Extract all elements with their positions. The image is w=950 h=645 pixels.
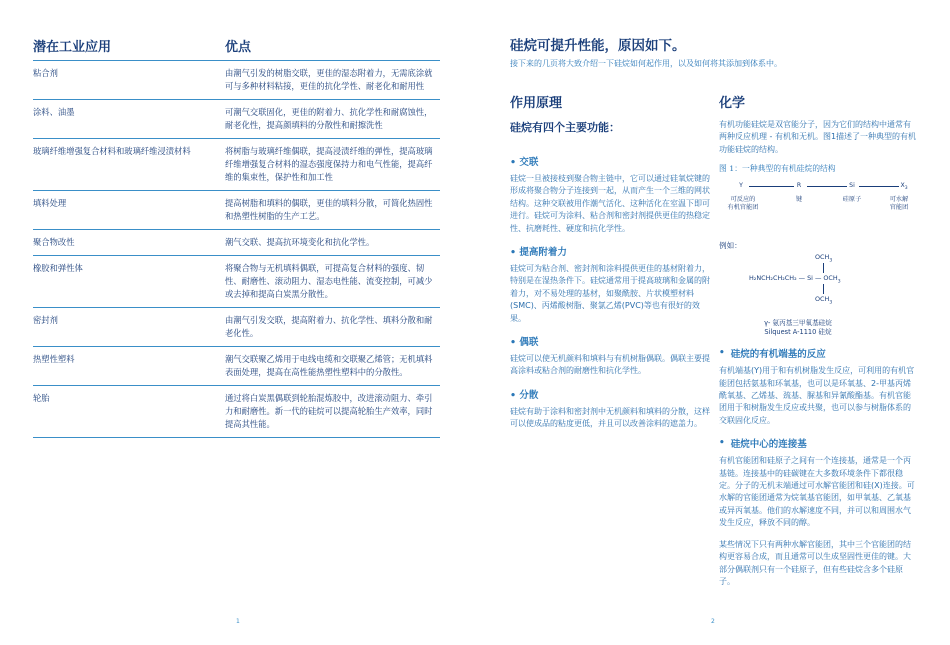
application-cell: 密封剂 [33,315,58,325]
diagram-bond-line [859,186,899,187]
bullet-icon: • [719,348,725,359]
table-row [33,256,440,308]
page-title: 硅烷可提升性能，原因如下。 [510,38,686,54]
structure-bond-top [823,263,824,273]
structure-caption [679,319,917,337]
application-cell: 热塑性塑料 [33,354,75,364]
table-row [33,347,440,386]
function-heading: • 交联 [510,157,539,168]
intro-text: 接下来的几页将大致介绍一下硅烷如何起作用，以及如何将其添加到体系中。 [510,59,782,68]
function-text: 硅烷有助于涂料和密封剂中无机颜料和填料的分散，这样可以使成品的粘度更低，并且可以改善涂料的遮盖力。 [510,406,710,429]
structure-chain: H₂NCH₂CH₂CH₂ — Si — $OCH_3$ [749,274,841,285]
silane-structure-diagram [719,180,915,238]
function-text: 硅烷一旦被接枝到聚合物主链中，它可以通过硅氧烷键的形成将聚合物分子连接到一起，从而产生一个三维的网状结构。这种交联被用作潮气活化、这种活化在室温下即可进行。硅烷可为涂料、粘合剂和密封剂提供更佳的热稳定性、抗磨耗性、硬度和抗化学性。 [510,174,710,233]
table-row [33,191,440,230]
structure-bond-bottom [823,284,824,294]
application-cell: 玻璃纤维增强复合材料和玻璃纤维浸渍材料 [33,146,191,156]
diagram-si: Si [849,182,855,190]
application-cell: 橡胶和弹性体 [33,263,83,273]
mechanism-heading: 作用原理 [510,96,563,111]
table-row [33,308,440,347]
table-row [33,386,440,438]
section-spacer [719,530,917,539]
label-silicon-atom: 硅原子 [842,196,862,204]
label-bond: 键 [795,196,803,204]
function-heading: • 提高附着力 [510,247,567,259]
example-label: 例如： [719,241,742,251]
header-applications: 潜在工业应用 [33,40,112,55]
benefit-cell: 通过将白炭黑偶联到轮胎混炼胶中，改进滚动阻力、牵引力和耐磨性。新一代的硅烷可以提高轮胎生产效率，同时提高其性能。 [225,393,433,429]
figure-title: 图 1：一种典型的有机硅烷的结构 [719,164,836,174]
structure-top-group: $OCH_3$ [815,253,833,264]
benefit-cell: 提高树脂和填料的偶联，更佳的填料分散，可简化热固性和热塑性树脂的生产工艺。 [225,198,433,221]
table-row [33,100,440,139]
aminopropyl-silane-structure [719,251,915,319]
page-number: 2 [711,618,715,625]
chemistry-sections [719,346,917,588]
label-reactive-group: 可反应的 有机官能团 [727,196,759,212]
functions-subheading: 硅烷有四个主要功能： [510,121,620,134]
application-cell: 粘合剂 [33,68,58,78]
function-sections [510,154,710,431]
application-cell: 涂料、油墨 [33,107,75,117]
application-cell: 轮胎 [33,393,50,403]
chemistry-column [719,92,917,588]
diagram-x: $X_3$ [900,182,908,192]
function-heading: • 偶联 [510,337,539,349]
benefit-cell: 由潮气引发的树脂交联，更佳的湿态附着力，无需底涂就可与多种材料粘接，更佳的抗化学性、耐老化和耐用性 [225,68,433,91]
chemistry-section-text: 某些情况下只有两种水解官能团，其中三个官能团的结构更容易合成，而且通常可以生成坚固性更佳的键。大部分偶联剂只有一个硅原子，但有些硅烷含多个硅原子。 [719,539,911,586]
function-heading: • 分散 [510,389,539,401]
chemistry-section-heading [719,346,917,360]
benefit-cell: 将树脂与玻璃纤维偶联，提高浸渍纤维的弹性，提高玻璃纤维增强复合材料的湿态强度保持力和电气性能，提高纤维的集束性，保护性和加工性 [225,146,433,182]
benefit-cell: 潮气交联、提高抗环境变化和抗化学性。 [225,237,375,247]
header-benefits: 优点 [225,40,252,55]
benefit-cell: 可潮气交联固化，更佳的附着力、抗化学性和耐腐蚀性，耐老化性，提高颜填料的分散性和耐擦洗性 [225,107,433,130]
diagram-bond-line [749,186,794,187]
chemistry-section-text: 有机端基(Y)用于和有机树脂发生反应，可利用的有机官能团包括氨基和环氧基，也可以是环氧基、2-甲基丙烯酰氧基、乙烯基、巯基、脲基和异氰酸酯基。有机官能团用于和树脂发生反应或共聚，也可以参与树脂体系的交联固化反应。 [719,366,915,425]
right-page [475,0,950,645]
structure-caption-name: γ- 氨丙基三甲氧基硅烷 [764,319,832,328]
diagram-bond-line [807,186,847,187]
application-cell: 聚合物改性 [33,237,75,247]
table-row [33,139,440,191]
table-body [33,61,440,438]
mechanism-column [510,92,710,431]
label-hydrolyzable-group: 可水解 官能团 [889,196,909,212]
application-cell: 填料处理 [33,198,67,208]
function-text: 硅烷可以使无机颜料和填料与有机树脂偶联。偶联主要提高涂料或粘合剂的耐磨性和抗化学性。 [510,354,710,376]
benefit-cell: 潮气交联聚乙烯用于电线电缆和交联聚乙烯管；无机填料表面处理，提高在高性能热塑性塑料中的分散性。 [225,354,433,377]
diagram-r: R [796,182,802,190]
chemistry-text: 有机功能硅烷是双官能分子，因为它们的结构中通常有两种反应机理 - 有机和无机。图1描述了一种典型的有机功能硅烷的结构。 [719,120,917,154]
page-number: 1 [236,618,240,625]
table-header [33,36,440,61]
chemistry-section-heading [719,436,917,450]
structure-caption-product: Silquest A-1110 硅烷 [764,328,832,337]
chemistry-heading: 化学 [719,96,746,111]
chemistry-section-title: 硅烷的有机端基的反应 [730,349,826,361]
chemistry-section-title: 硅烷中心的连接基 [730,439,807,451]
structure-bottom-group: $OCH_3$ [815,295,833,306]
bullet-icon: • [719,438,725,449]
chemistry-section-text: 有机官能团和硅原子之间有一个连接基，通常是一个丙基链。连接基中的硅碳键在大多数环境条件下都很稳定。分子的无机末端通过可水解官能团和硅(X)连接。可水解的官能团通常为烷氧基官能团，如甲氧基、乙氧基或异丙氧基。他们的水解速度不同，并可以和周围水气发生反应，释放不同的醇。 [719,456,915,528]
table-row [33,230,440,256]
benefit-cell: 由潮气引发交联，提高附着力、抗化学性、填料分散和耐老化性。 [225,315,433,338]
benefit-cell: 将聚合物与无机填料偶联，可提高复合材料的强度、韧性、耐磨性、滚动阻力、湿态电性能、流变控制，可减少或去掉和提高白炭黑分散性。 [225,263,433,299]
applications-table [33,36,440,438]
table-row [33,61,440,100]
function-text: 硅烷可为粘合剂、密封剂和涂料提供更佳的基材附着力，特别是在湿热条件下。硅烷通常用于提高玻璃和金属的附着力，对不易处理的基材，如聚酰胺、片状模塑材料(SMC)、丙烯酸树脂、聚氯乙烯(PVC)等也有很好的效果。 [510,264,710,323]
diagram-y: Y [739,182,743,190]
